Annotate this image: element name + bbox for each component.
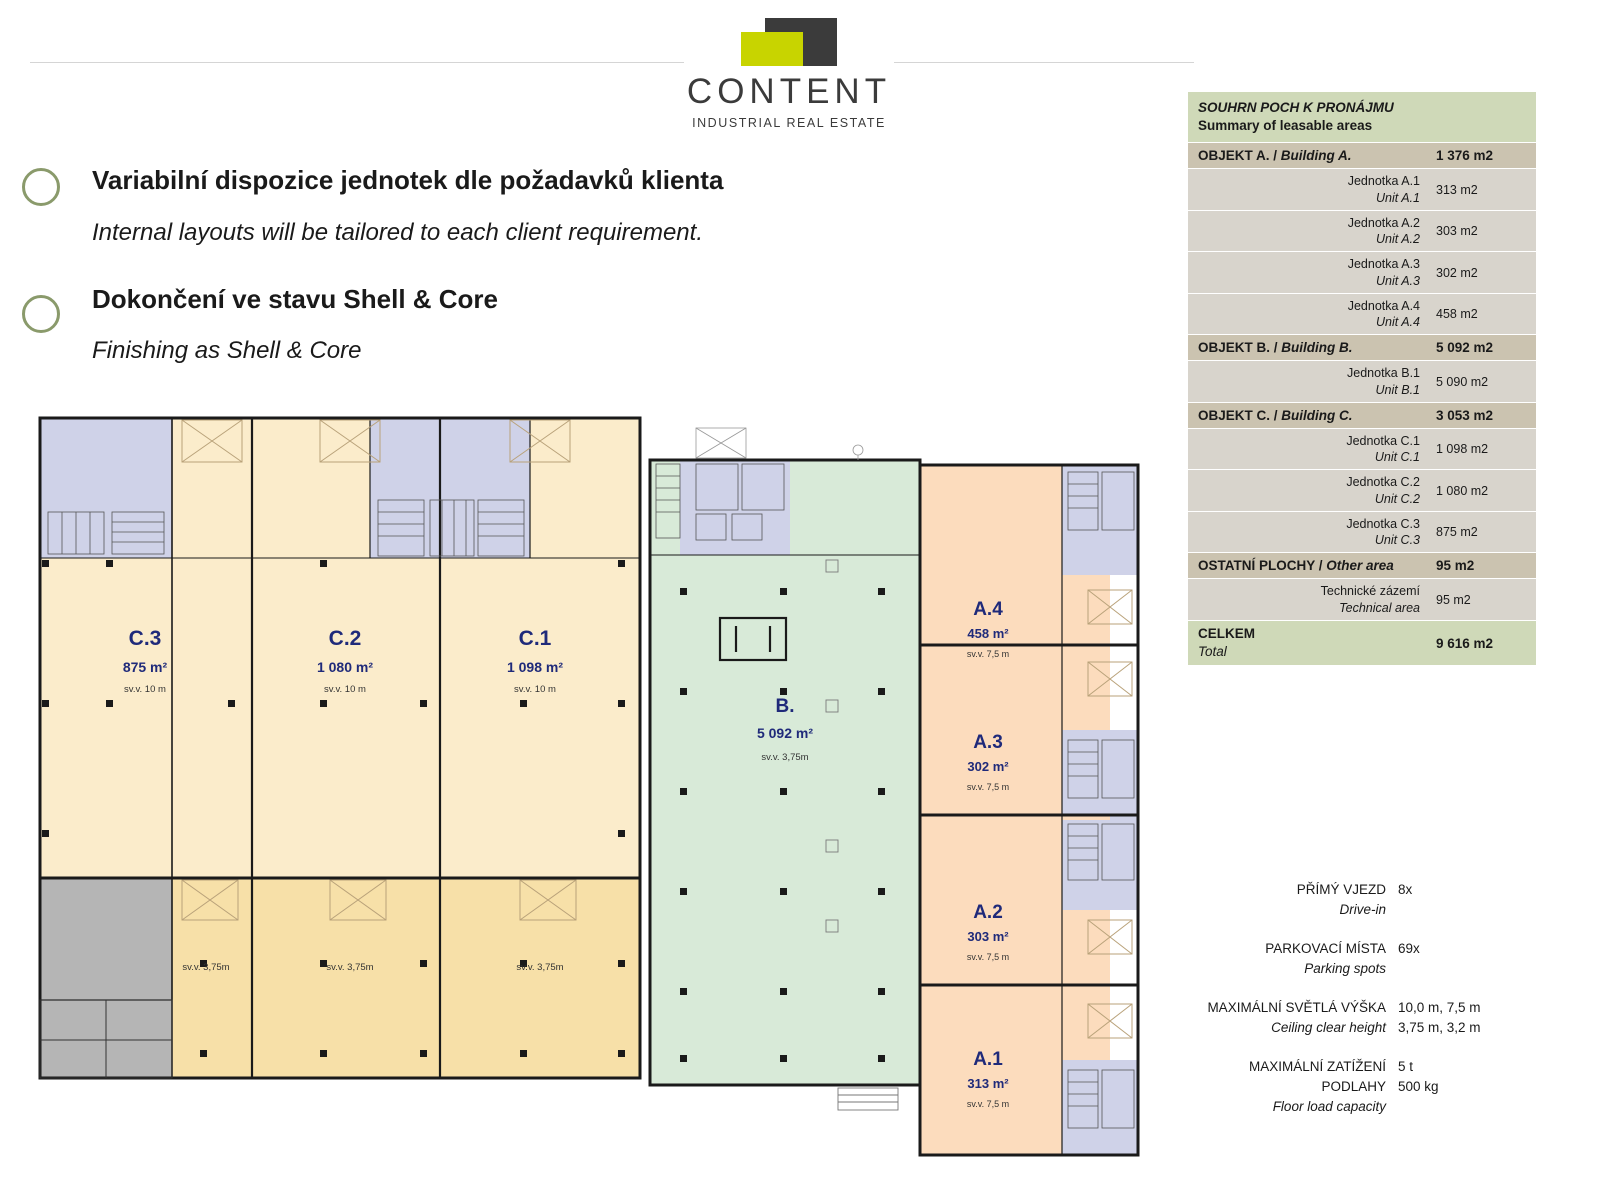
unit-label-en: Unit C.2 — [1374, 491, 1420, 506]
svg-text:302 m²: 302 m² — [967, 759, 1009, 774]
spec-label-cz: MAXIMÁLNÍ ZATÍŽENÍ PODLAHY — [1248, 1059, 1386, 1094]
logo-wordmark: CONTENT — [686, 72, 892, 111]
summary-title-row — [1188, 92, 1536, 143]
spec-value-secondary: 500 kg — [1398, 1078, 1439, 1094]
unit-area: 303 m2 — [1436, 224, 1478, 239]
svg-text:sv.v. 7,5 m: sv.v. 7,5 m — [966, 952, 1010, 962]
spec-label-en: Ceiling clear height — [1271, 1019, 1386, 1035]
svg-text:sv.v. 10 m: sv.v. 10 m — [124, 684, 166, 695]
unit-label-cz: Jednotka A.1 — [1347, 174, 1420, 189]
building-label-en: Building B. — [1281, 340, 1353, 356]
unit-area: 1 080 m2 — [1436, 483, 1489, 498]
unit-area: 1 098 m2 — [1436, 442, 1489, 457]
table-row — [1188, 403, 1536, 429]
building-label-en: Building C. — [1281, 407, 1353, 423]
building-area: 3 053 m2 — [1436, 407, 1494, 423]
unit-label-cz: Jednotka A.3 — [1347, 257, 1420, 272]
svg-text:1 098 m²: 1 098 m² — [506, 659, 564, 675]
table-row — [1188, 429, 1536, 471]
header-divider-right — [894, 62, 1194, 63]
unit-label-en: Technical area — [1339, 600, 1420, 615]
unit-label-cz: Jednotka A.4 — [1347, 298, 1420, 313]
unit-label-en: Unit A.1 — [1375, 190, 1420, 205]
table-row — [1188, 294, 1536, 336]
bullet-1-heading-en: Internal layouts will be tailored to each client requirement. — [92, 219, 703, 246]
spec-label-en: Floor load capacity — [1272, 1098, 1386, 1114]
table-row — [1188, 553, 1536, 579]
unit-area: 5 090 m2 — [1436, 374, 1489, 389]
company-logo — [684, 18, 894, 138]
svg-text:A.1: A.1 — [973, 1049, 1003, 1070]
unit-area: 95 m2 — [1436, 592, 1471, 607]
svg-text:458 m²: 458 m² — [967, 626, 1009, 641]
unit-label-cz: Jednotka C.3 — [1346, 516, 1420, 531]
unit-label-cz: Jednotka C.2 — [1346, 475, 1420, 490]
logo-shape-top — [765, 18, 803, 32]
other-area: 95 m2 — [1436, 558, 1475, 574]
spec-value: 10,0 m, 7,5 m — [1398, 1000, 1481, 1016]
summary-title-cz: SOUHRN POCH K PRONÁJMU — [1198, 100, 1394, 115]
total-label-cz: CELKEM — [1198, 625, 1255, 641]
spec-value: 5 t — [1398, 1059, 1414, 1075]
summary-table — [1188, 92, 1536, 666]
spec-item — [1188, 1057, 1536, 1116]
logo-shape-yellow — [741, 32, 803, 66]
unit-area: 302 m2 — [1436, 265, 1478, 280]
svg-text:1 080 m²: 1 080 m² — [316, 659, 374, 675]
logo-mark-icon — [705, 18, 873, 66]
spec-label-en: Drive-in — [1339, 901, 1386, 917]
table-row — [1188, 470, 1536, 512]
spec-label-cz: PARKOVACÍ MÍSTA — [1265, 941, 1386, 957]
table-row — [1188, 335, 1536, 361]
spec-item — [1188, 880, 1536, 919]
unit-area: 875 m2 — [1436, 525, 1478, 540]
header-divider-left — [30, 62, 684, 63]
table-row-total — [1188, 621, 1536, 666]
spec-item — [1188, 998, 1536, 1037]
unit-label-cz: Technické zázemí — [1320, 584, 1420, 599]
svg-text:C.2: C.2 — [328, 627, 362, 650]
unit-label-en: Unit A.2 — [1375, 232, 1420, 247]
svg-text:875 m²: 875 m² — [122, 659, 168, 675]
spec-value-secondary: 3,75 m, 3,2 m — [1398, 1019, 1481, 1035]
building-label-en: Building A. — [1280, 148, 1352, 164]
building-label-cz: OBJEKT C. / — [1198, 407, 1278, 423]
svg-text:sv.v. 10 m: sv.v. 10 m — [324, 684, 366, 695]
svg-text:A.4: A.4 — [973, 599, 1003, 620]
summary-title-en: Summary of leasable areas — [1198, 118, 1373, 134]
building-area: 5 092 m2 — [1436, 340, 1494, 356]
table-row — [1188, 361, 1536, 403]
unit-label-en: Unit B.1 — [1375, 382, 1420, 397]
svg-text:sv.v. 7,5 m: sv.v. 7,5 m — [966, 649, 1010, 659]
spec-value: 8x — [1398, 882, 1413, 897]
building-area: 1 376 m2 — [1436, 148, 1494, 164]
total-label-en: Total — [1198, 644, 1227, 660]
unit-label-cz: Jednotka A.2 — [1347, 215, 1420, 230]
unit-area: 313 m2 — [1436, 182, 1478, 197]
unit-label-cz: Jednotka B.1 — [1347, 366, 1420, 381]
spec-item — [1188, 939, 1536, 978]
table-row — [1188, 169, 1536, 211]
svg-text:sv.v. 7,5 m: sv.v. 7,5 m — [966, 1099, 1010, 1109]
table-row — [1188, 211, 1536, 253]
unit-label-en: Unit A.4 — [1375, 315, 1420, 330]
svg-text:sv.v. 3,75m: sv.v. 3,75m — [761, 752, 809, 763]
svg-text:5 092 m²: 5 092 m² — [756, 725, 814, 741]
svg-text:C.3: C.3 — [128, 627, 162, 650]
bullet-2-heading-en: Finishing as Shell & Core — [92, 337, 362, 364]
plan-label-c3 — [123, 627, 168, 695]
unit-area: 458 m2 — [1436, 307, 1478, 322]
svg-text:A.2: A.2 — [973, 902, 1003, 923]
table-row — [1188, 512, 1536, 554]
plan-mezz-note: sv.v. 3,75m — [516, 962, 564, 973]
spec-label-cz: PŘÍMÝ VJEZD — [1296, 882, 1386, 897]
table-row — [1188, 252, 1536, 294]
floor-plan — [20, 400, 1170, 1160]
table-row — [1188, 143, 1536, 169]
svg-text:C.1: C.1 — [518, 627, 552, 650]
building-label-cz: OBJEKT A. / — [1198, 148, 1278, 164]
svg-text:B.: B. — [775, 696, 795, 717]
bullet-ring-icon — [22, 168, 60, 206]
other-label-en: Other area — [1326, 558, 1394, 574]
bullet-1-heading-cz: Variabilní dispozice jednotek dle požadavků klienta — [92, 165, 724, 195]
table-row — [1188, 579, 1536, 621]
svg-text:sv.v. 10 m: sv.v. 10 m — [514, 684, 556, 695]
unit-label-en: Unit C.1 — [1374, 450, 1420, 465]
building-label-cz: OBJEKT B. / — [1198, 340, 1278, 356]
bullet-ring-icon — [22, 295, 60, 333]
logo-shape-dark — [803, 18, 837, 66]
total-area: 9 616 m2 — [1436, 635, 1494, 651]
svg-text:A.3: A.3 — [973, 732, 1003, 753]
unit-label-en: Unit A.3 — [1375, 273, 1420, 288]
svg-text:303 m²: 303 m² — [967, 929, 1009, 944]
plan-mezz-note: sv.v. 3,75m — [326, 962, 374, 973]
spec-value: 69x — [1398, 941, 1420, 957]
svg-text:sv.v. 7,5 m: sv.v. 7,5 m — [966, 782, 1010, 792]
logo-tagline: INDUSTRIAL REAL ESTATE — [692, 116, 886, 130]
spec-label-cz: MAXIMÁLNÍ SVĚTLÁ VÝŠKA — [1207, 1000, 1386, 1016]
unit-label-cz: Jednotka C.1 — [1346, 433, 1420, 448]
specs-list — [1188, 880, 1536, 1136]
plan-mezz-note: sv.v. 3,75m — [182, 962, 230, 973]
bullet-2-heading-cz: Dokončení ve stavu Shell & Core — [92, 284, 499, 314]
svg-text:313 m²: 313 m² — [967, 1076, 1009, 1091]
unit-label-en: Unit C.3 — [1374, 533, 1420, 548]
spec-label-en: Parking spots — [1304, 960, 1386, 976]
other-label-cz: OSTATNÍ PLOCHY / — [1198, 558, 1323, 574]
